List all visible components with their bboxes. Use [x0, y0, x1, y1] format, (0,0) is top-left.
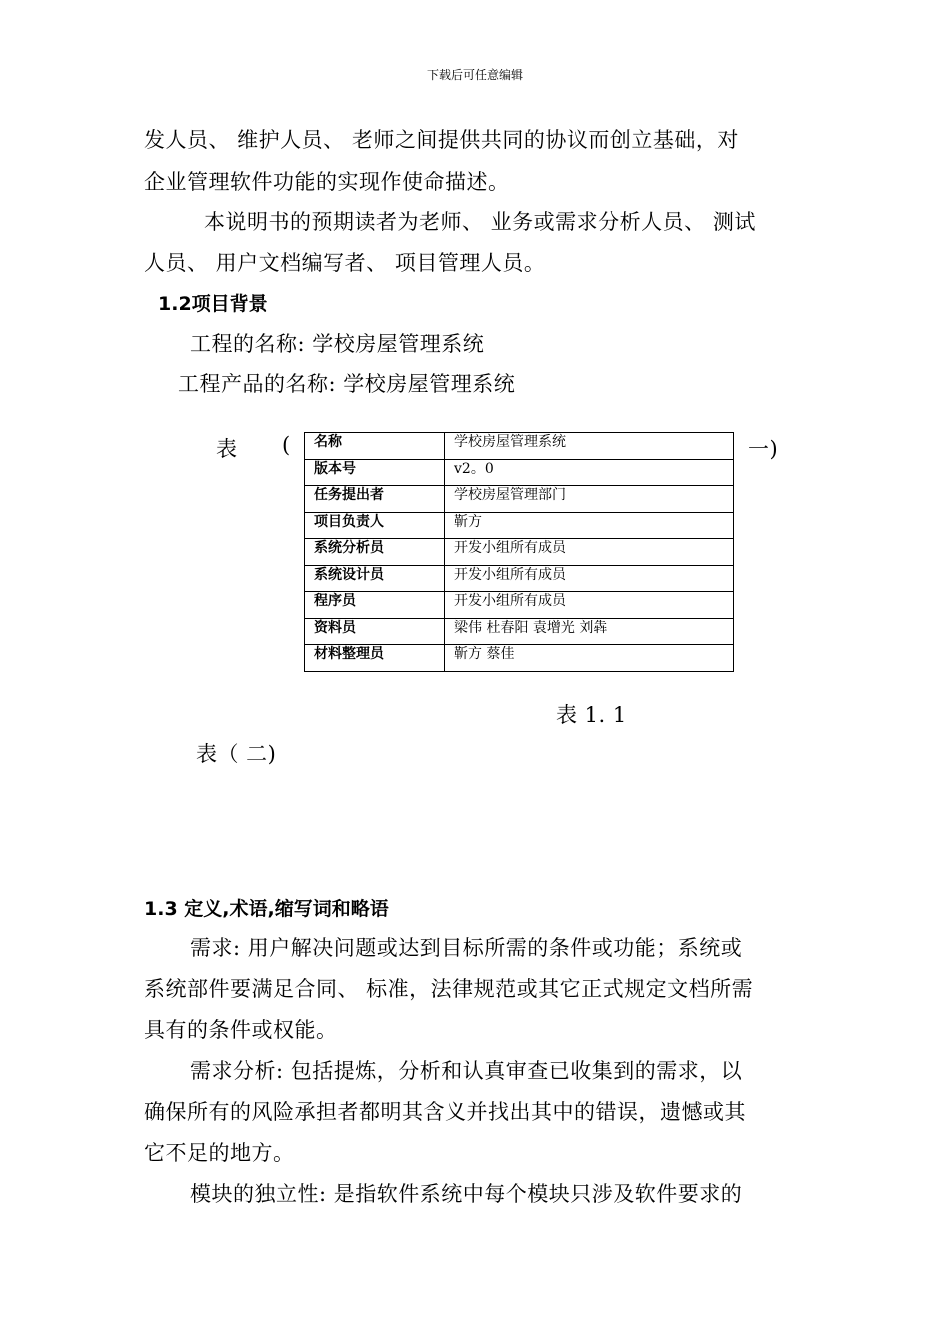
table-cell-value: 学校房屋管理部门 [445, 486, 734, 513]
intro-line-3: 本说明书的预期读者为老师、 业务或需求分析人员、 测试 [204, 210, 756, 234]
table-cell-key: 任务提出者 [305, 486, 445, 513]
definition-line-2: 系统部件要满足合同、 标准，法律规范或其它正式规定文档所需 [144, 977, 754, 1001]
table-row [305, 592, 734, 619]
table-row [305, 433, 734, 460]
table-cell-key: 资料员 [305, 618, 445, 645]
table1-label-right: 一) [748, 437, 779, 461]
table-row [305, 565, 734, 592]
table1-label-paren: ( [282, 433, 291, 457]
table-row [305, 459, 734, 486]
definition-line-1: 需求: 用户解决问题或达到目标所需的条件或功能；系统或 [190, 936, 743, 960]
definition-line-7: 模块的独立性: 是指软件系统中每个模块只涉及软件要求的 [190, 1182, 743, 1206]
intro-line-1: 发人员、 维护人员、 老师之间提供共同的协议而创立基础，对 [144, 128, 739, 152]
table-cell-value: 靳方 蔡佳 [445, 645, 734, 672]
definition-line-4: 需求分析: 包括提炼，分析和认真审查已收集到的需求，以 [190, 1059, 743, 1083]
project-name: 工程的名称: 学校房屋管理系统 [190, 332, 485, 356]
intro-line-4: 人员、 用户文档编写者、 项目管理人员。 [144, 251, 546, 275]
table-row [305, 618, 734, 645]
table-row [305, 512, 734, 539]
table-row [305, 486, 734, 513]
table-cell-key: 名称 [305, 433, 445, 460]
table1-caption: 表 1. 1 [556, 703, 627, 727]
table-cell-value: 学校房屋管理系统 [445, 433, 734, 460]
section-heading-1-3: 1.3 定义,术语,缩写词和略语 [144, 898, 389, 920]
definition-line-3: 具有的条件或权能。 [144, 1018, 338, 1042]
table-cell-key: 项目负责人 [305, 512, 445, 539]
table2-label: 表（ 二) [196, 742, 277, 766]
table-cell-value: 开发小组所有成员 [445, 592, 734, 619]
intro-line-2: 企业管理软件功能的实现作使命描述。 [144, 170, 510, 194]
definition-line-6: 它不足的地方。 [144, 1141, 295, 1165]
page-header: 下载后可任意编辑 [426, 68, 523, 82]
table-cell-value: 靳方 [445, 512, 734, 539]
product-name: 工程产品的名称: 学校房屋管理系统 [178, 372, 516, 396]
table-cell-value: 开发小组所有成员 [445, 539, 734, 566]
table-row [305, 645, 734, 672]
project-info-table [304, 432, 734, 672]
table-cell-key: 系统分析员 [305, 539, 445, 566]
table-cell-value: 开发小组所有成员 [445, 565, 734, 592]
definition-line-5: 确保所有的风险承担者都明其含义并找出其中的错误，遗憾或其 [144, 1100, 746, 1124]
table-cell-value: 梁伟 杜春阳 袁增光 刘犇 [445, 618, 734, 645]
section-heading-1-2: 1.2项目背景 [158, 293, 268, 315]
table-cell-key: 程序员 [305, 592, 445, 619]
table-cell-key: 系统设计员 [305, 565, 445, 592]
table-cell-value: v2。0 [445, 459, 734, 486]
table-row [305, 539, 734, 566]
table-cell-key: 版本号 [305, 459, 445, 486]
table-cell-key: 材料整理员 [305, 645, 445, 672]
table1-label-left: 表 [216, 437, 238, 461]
